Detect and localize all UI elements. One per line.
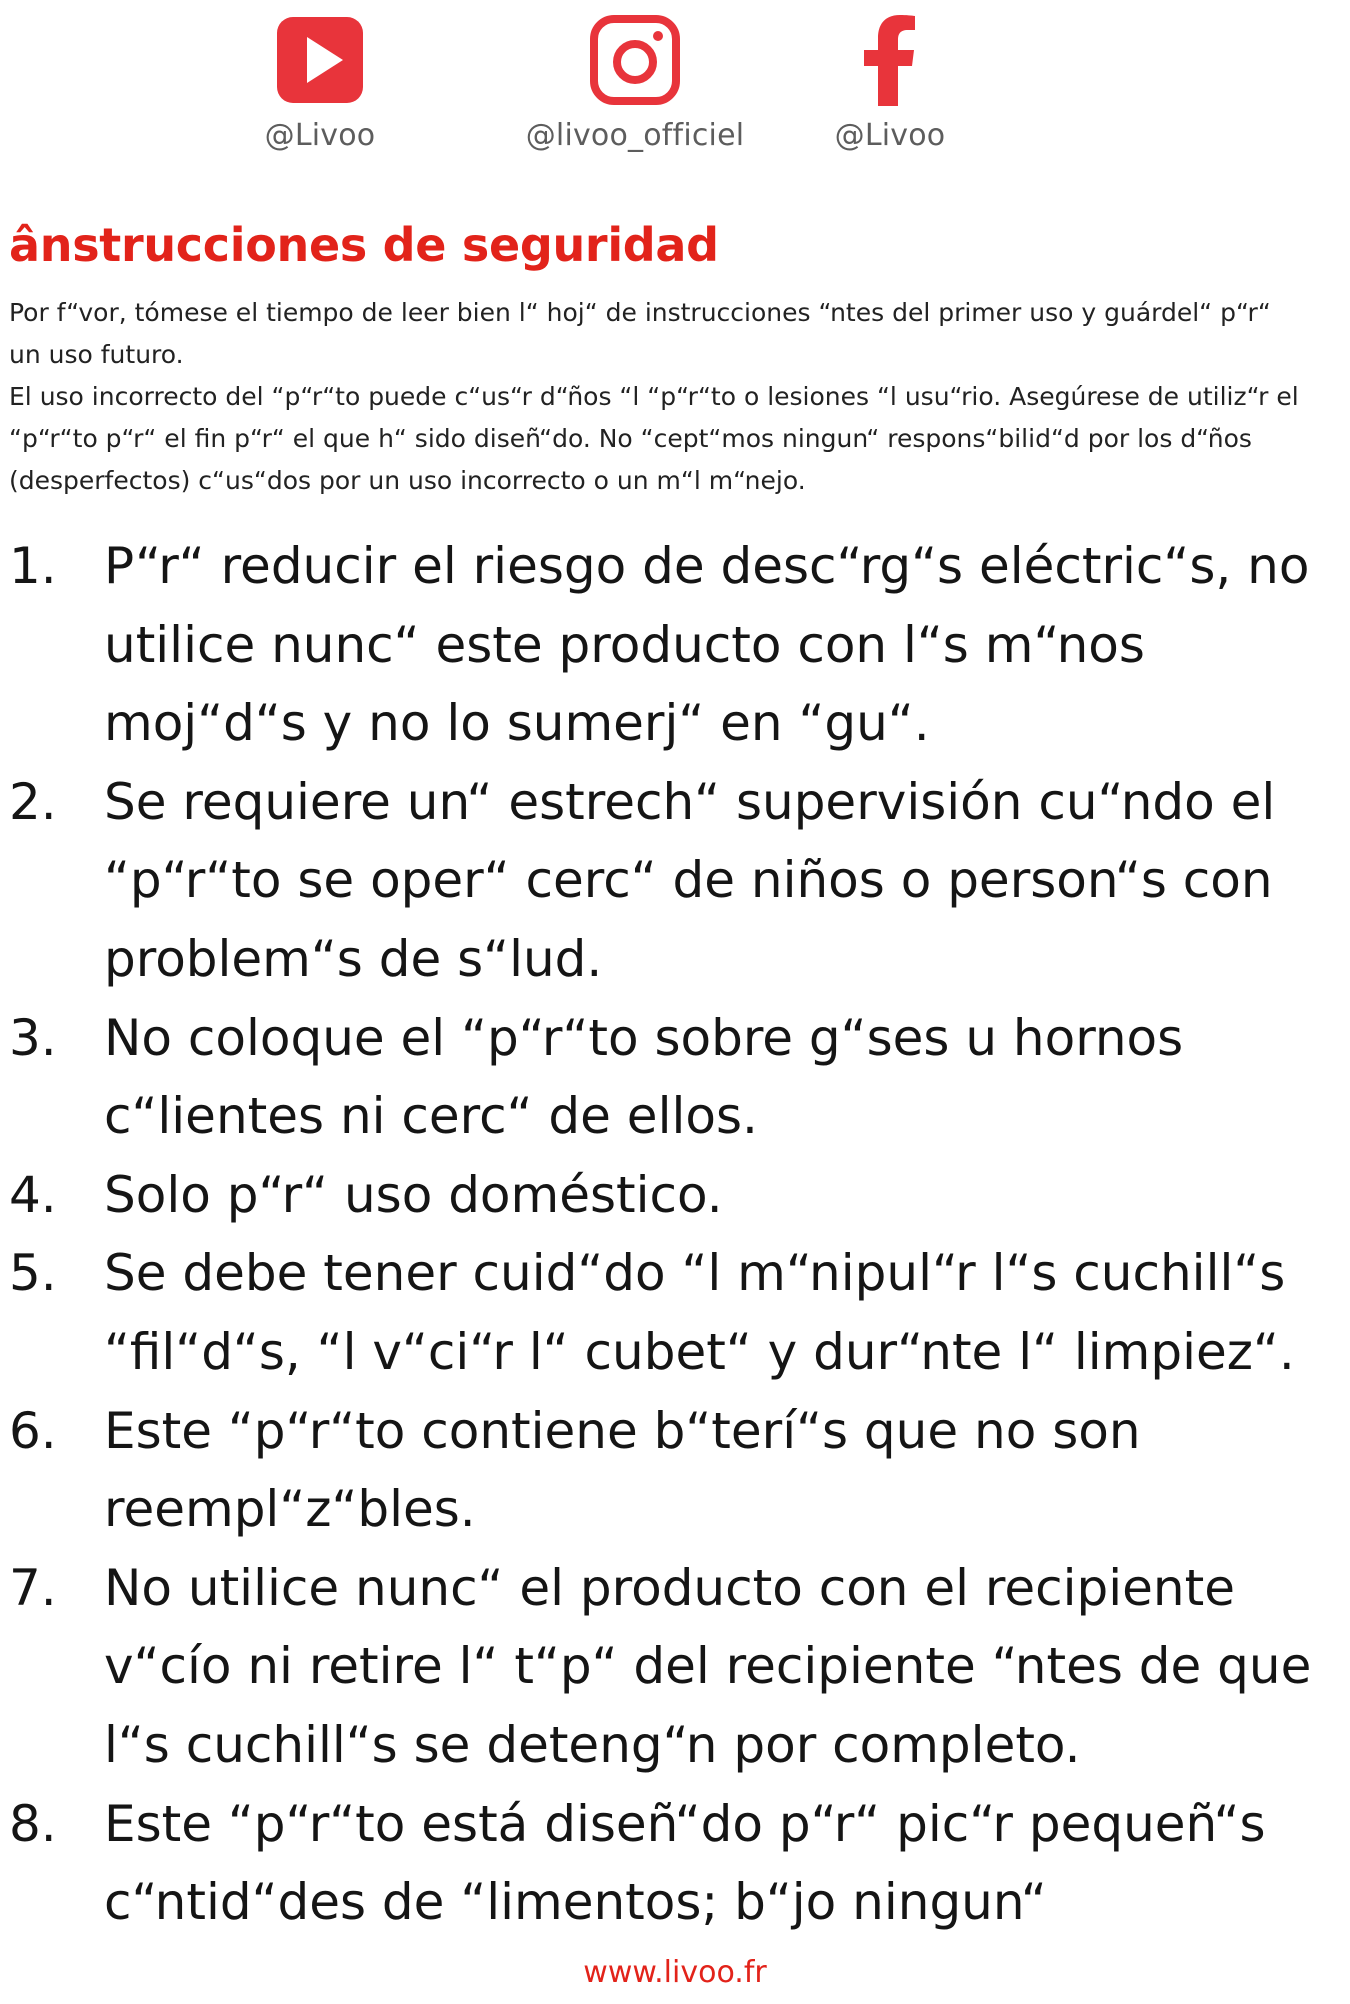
item-number: 2.	[9, 772, 57, 831]
item-number: 8.	[9, 1794, 57, 1853]
social-links	[0, 10, 1350, 160]
item-number: 3.	[9, 1008, 57, 1067]
item-text: Solo p“r“ uso doméstico.	[104, 1165, 723, 1224]
facebook-handle: @Livoo	[834, 118, 946, 153]
list-item	[9, 1785, 1329, 1942]
item-text: Se debe tener cuid“do “l m“nipul“r l“s cuchill“s “fil“d“s, “l v“ci“r l“ cubet“ y dur“nte l“ limpiez“.	[104, 1244, 1295, 1381]
item-text: Se requiere un“ estrech“ supervisión cu“ndo el “p“r“to se oper“ cerc“ de niños o person“s con problem“s de s“lud.	[104, 772, 1276, 988]
intro-paragraph: Por f“vor, tómese el tiempo de leer bien l“ hoj“ de instrucciones “ntes del primer uso y guárdel“ p“r“ un uso futuro.	[9, 298, 1271, 369]
item-text: Este “p“r“to está diseñ“do p“r“ pic“r pequeñ“s c“ntid“des de “limentos; b“jo ningun“	[104, 1794, 1266, 1932]
instagram-handle: @livoo_officiel	[525, 118, 745, 153]
item-number: 7.	[9, 1558, 57, 1617]
website-link[interactable]: www.livoo.fr	[583, 1955, 767, 1990]
youtube-link[interactable]	[190, 10, 450, 153]
intro-paragraph: El uso incorrecto del “p“r“to puede c“us“r d“ños “l “p“r“to o lesiones “l usu“rio. Asegúrese de utiliz“r el “p“r“to p“r“ el fin p“r“ el que h“ sido diseñ“do. No “cept“mos ningun“ respons“bilid“d por los d“ños (desperfectos) c“us“dos por un uso incorrecto o un m“l m“nejo.	[9, 382, 1299, 495]
facebook-icon	[860, 14, 920, 106]
safety-instructions-list	[9, 527, 1329, 1942]
list-item	[9, 1234, 1329, 1391]
list-item	[9, 527, 1329, 763]
youtube-handle: @Livoo	[264, 118, 376, 153]
facebook-link[interactable]	[760, 10, 1020, 153]
intro-text	[9, 292, 1299, 502]
item-number: 1.	[9, 537, 57, 595]
section-title: ânstrucciones de seguridad	[9, 218, 719, 272]
instagram-link[interactable]	[505, 10, 765, 153]
youtube-icon	[277, 17, 363, 103]
list-item	[9, 1549, 1329, 1785]
item-text: Este “p“r“to contiene b“terí“s que no son reempl“z“bles.	[104, 1401, 1141, 1539]
list-item	[9, 763, 1329, 999]
item-text: No utilice nunc“ el producto con el recipiente v“cío ni retire l“ t“p“ del recipiente “ntes de que l“s cuchill“s se deteng“n por completo.	[104, 1558, 1312, 1774]
list-item	[9, 1156, 1329, 1235]
item-number: 5.	[9, 1244, 57, 1303]
item-text: No coloque el “p“r“to sobre g“ses u hornos c“lientes ni cerc“ de ellos.	[104, 1008, 1184, 1146]
list-item	[9, 999, 1329, 1156]
item-number: 6.	[9, 1401, 57, 1460]
item-text: P“r“ reducir el riesgo de desc“rg“s eléctric“s, no utilice nunc“ este producto con l“s m“nos moj“d“s y no lo sumerj“ en “gu“.	[104, 537, 1310, 753]
list-item	[9, 1392, 1329, 1549]
instagram-icon	[589, 14, 681, 106]
item-number: 4.	[9, 1165, 57, 1224]
